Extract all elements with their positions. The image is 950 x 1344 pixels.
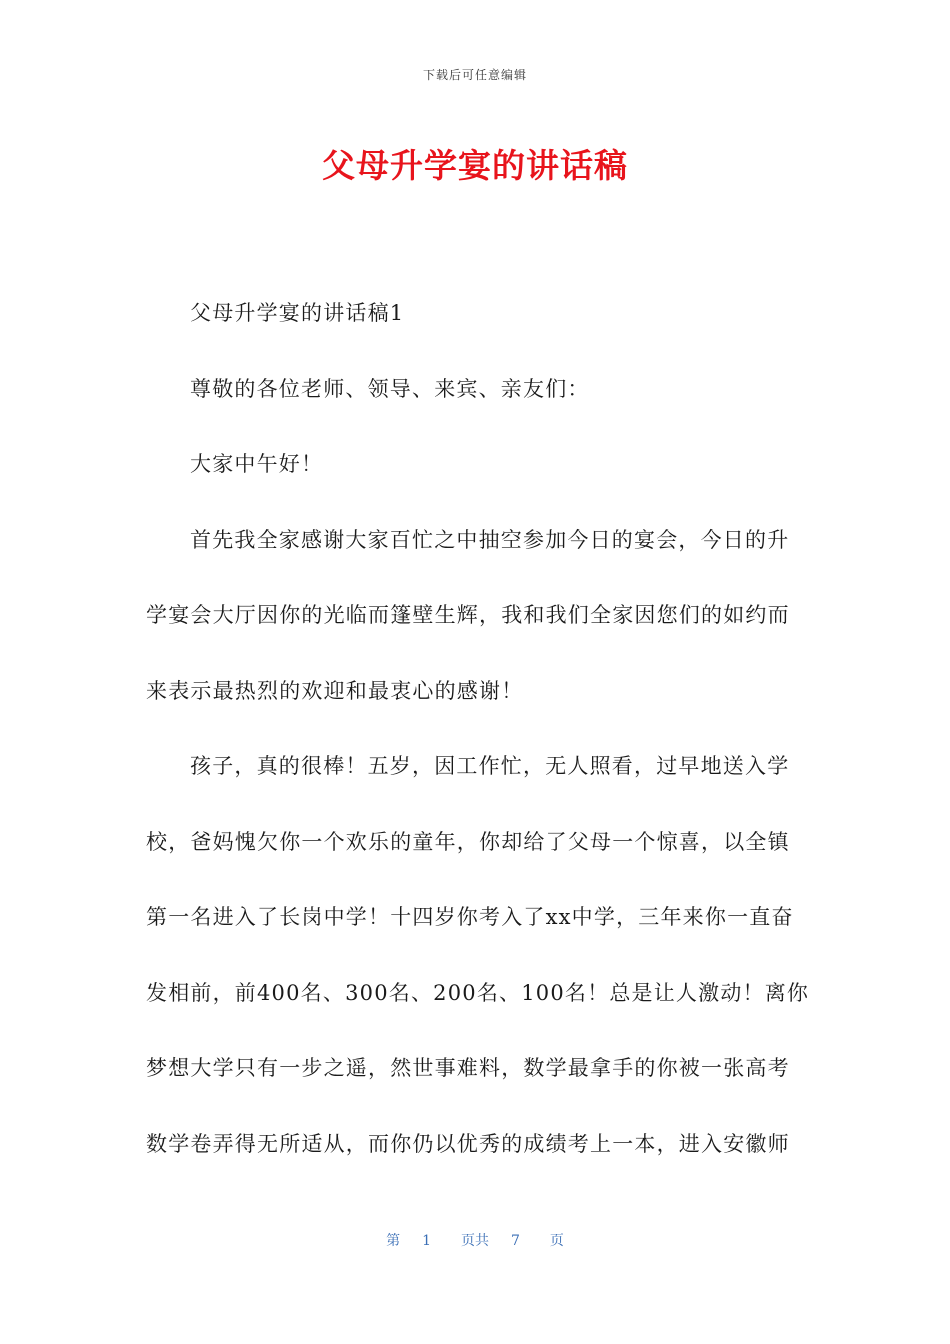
paragraph-line: 尊敬的各位老师、领导、来宾、亲友们：: [190, 376, 590, 401]
document-body: [146, 276, 810, 1182]
paragraph-line: 来表示最热烈的欢迎和最衷心的感谢！: [146, 678, 524, 703]
paragraph-line: 首先我全家感谢大家百忙之中抽空参加今日的宴会，今日的升: [190, 527, 790, 552]
paragraph: [146, 352, 806, 428]
paragraph-line: 第一名进入了长岗中学！十四岁你考入了xx中学，三年来你一直奋: [146, 905, 794, 929]
paragraph-line: 发相前，前400名、300名、200名、100名！总是让人激动！离你: [146, 980, 810, 1005]
total-pages-number: 7: [511, 1233, 520, 1249]
paragraph: [146, 427, 806, 503]
paragraph-line: 孩子，真的很棒！五岁，因工作忙，无人照看，过早地送入学: [190, 754, 790, 778]
paragraph: [146, 276, 806, 352]
current-page-number: 1: [422, 1233, 431, 1249]
paragraph-line: 大家中午好！: [190, 452, 324, 476]
paragraph: [146, 503, 806, 730]
page-footer: [0, 1230, 950, 1250]
document-title: 父母升学宴的讲话稿: [322, 146, 628, 185]
paragraph-line: 数学卷弄得无所适从，而你仍以优秀的成绩考上一本，进入安徽师: [146, 1131, 790, 1156]
paragraph-line: 学宴会大厅因你的光临而篷壁生辉，我和我们全家因您们的如约而: [146, 603, 790, 627]
paragraph-line: 父母升学宴的讲话稿1: [190, 301, 405, 325]
paragraph: [146, 729, 810, 1182]
paragraph-line: 校，爸妈愧欠你一个欢乐的童年，你却给了父母一个惊喜，以全镇: [146, 829, 790, 854]
footer-suffix: 页: [549, 1233, 564, 1249]
footer-middle: 页共: [461, 1233, 489, 1249]
paragraph-line: 梦想大学只有一步之遥，然世事难料，数学最拿手的你被一张高考: [146, 1056, 790, 1080]
footer-prefix: 第: [386, 1233, 401, 1249]
header-note: 下载后可任意编辑: [422, 68, 527, 82]
